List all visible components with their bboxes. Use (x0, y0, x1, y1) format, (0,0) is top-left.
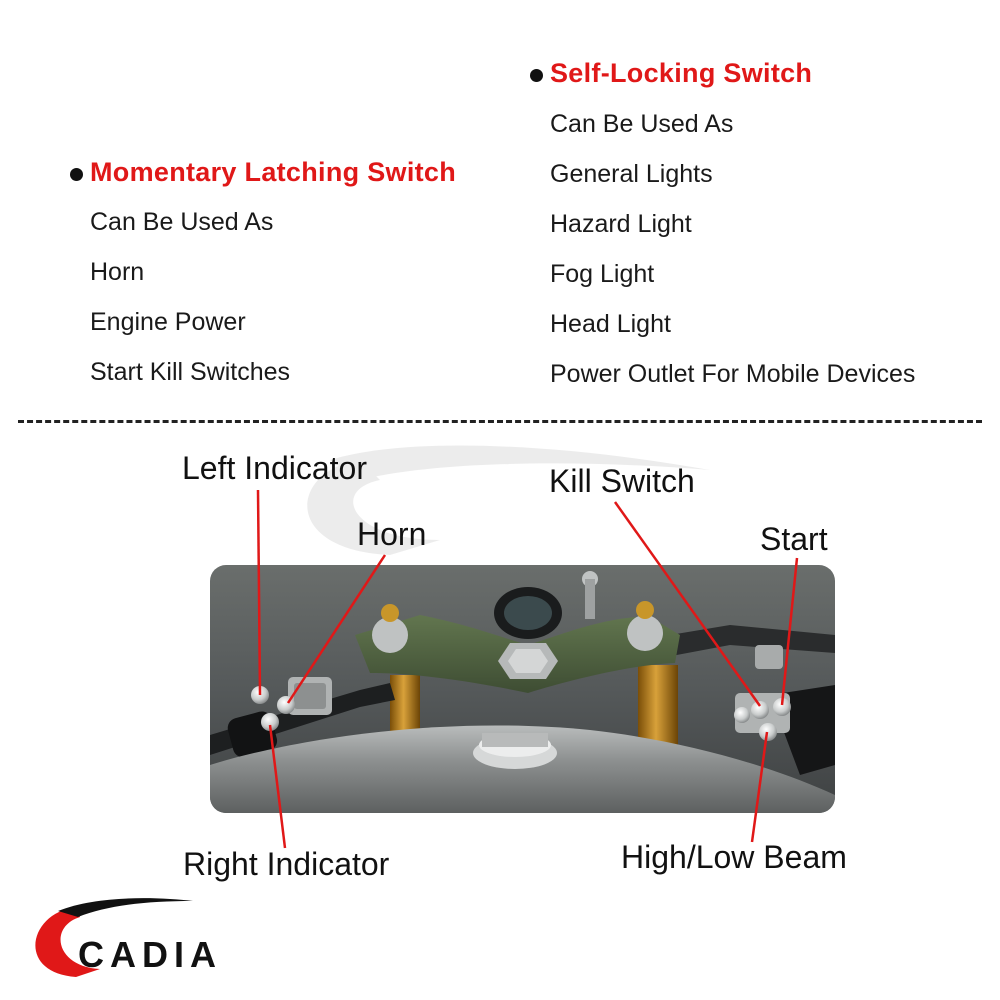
label-kill-switch: Kill Switch (549, 463, 695, 499)
label-high-low-beam: High/Low Beam (621, 839, 847, 875)
label-start: Start (760, 521, 828, 557)
self-locking-item-power-outlet: Power Outlet For Mobile Devices (550, 360, 916, 388)
momentary-title: Momentary Latching Switch (90, 157, 457, 187)
self-locking-item-hazard-light: Hazard Light (550, 210, 692, 238)
self-locking-subtitle: Can Be Used As (550, 110, 734, 138)
self-locking-title: Self-Locking Switch (550, 58, 813, 88)
label-left-indicator: Left Indicator (182, 450, 367, 486)
self-locking-item-fog-light: Fog Light (550, 260, 655, 288)
momentary-item-horn: Horn (90, 258, 145, 286)
bullet-momentary (70, 168, 83, 181)
self-locking-item-general-lights: General Lights (550, 160, 713, 188)
cadia-logo (18, 895, 288, 987)
label-horn: Horn (357, 516, 427, 552)
self-locking-item-head-light: Head Light (550, 310, 671, 338)
label-right-indicator: Right Indicator (183, 846, 390, 882)
logo-text: CADIA (78, 934, 222, 975)
momentary-item-start-kill: Start Kill Switches (90, 358, 291, 386)
dashed-divider (18, 420, 982, 423)
motorcycle-handlebar-photo (210, 565, 835, 813)
bullet-self-locking (530, 69, 543, 82)
momentary-item-engine-power: Engine Power (90, 308, 246, 336)
momentary-subtitle: Can Be Used As (90, 208, 274, 236)
